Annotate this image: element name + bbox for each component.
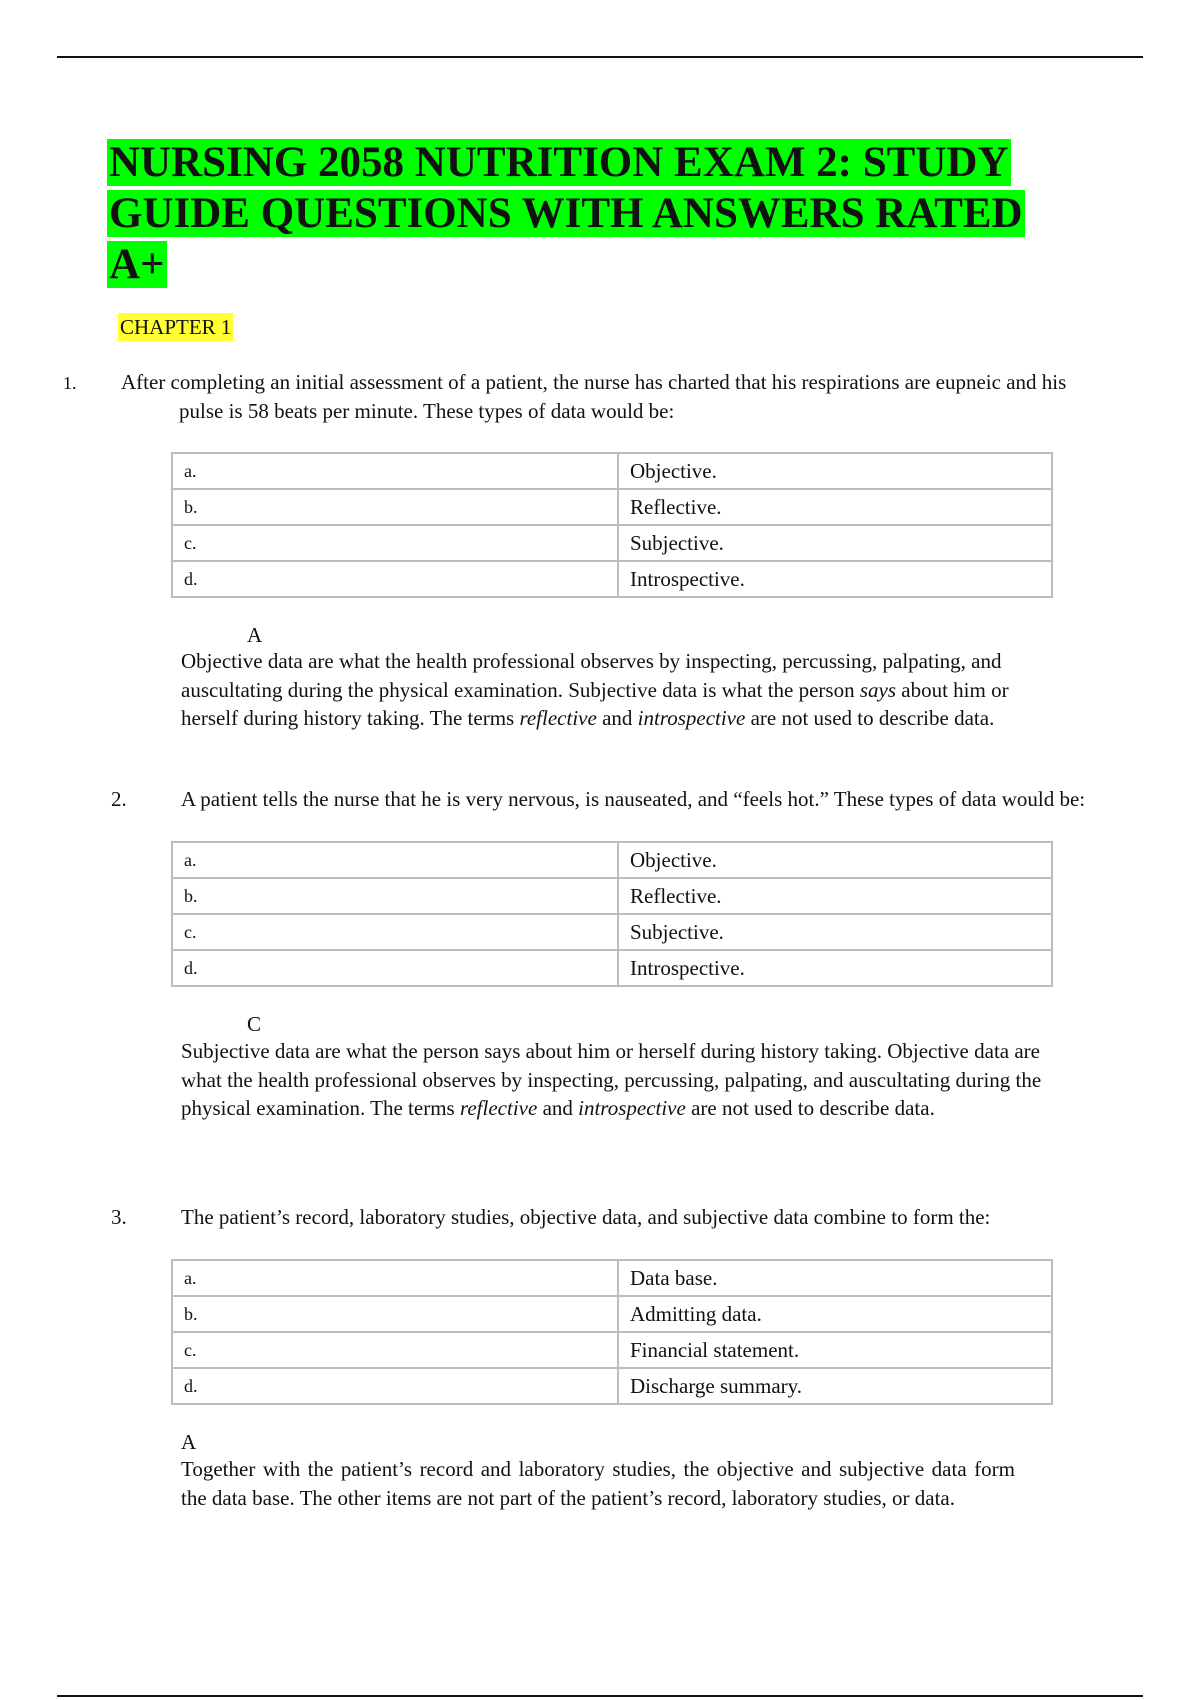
option-row[interactable]: c. Financial statement. <box>172 1332 1052 1368</box>
top-rule <box>57 56 1143 58</box>
options-table <box>171 841 1053 987</box>
options-table <box>171 1259 1053 1405</box>
document-title: NURSING 2058 NUTRITION EXAM 2: STUDY GUIDE QUESTIONS WITH ANSWERS RATED A+ <box>109 139 1023 288</box>
answer-key: A <box>181 1430 197 1454</box>
option-row[interactable]: b. Admitting data. <box>172 1296 1052 1332</box>
option-row[interactable]: d. Introspective. <box>172 950 1052 986</box>
option-row[interactable]: a. Objective. <box>172 453 1052 489</box>
question-text: 3. The patient’s record, laboratory studies, objective data, and subjective data combine to form the: <box>111 1205 991 1229</box>
option-row[interactable]: a. Data base. <box>172 1260 1052 1296</box>
question-text: 1. After completing an initial assessment of a patient, the nurse has charted that his respirations are eupneic and his pulse is 58 beats per minute. These types of data would be: <box>63 370 1067 423</box>
question-text: 2. A patient tells the nurse that he is very nervous, is nauseated, and “feels hot.” These types of data would be: <box>111 787 1086 811</box>
chapter-heading: CHAPTER 1 <box>120 315 232 339</box>
option-row[interactable]: c. Subjective. <box>172 525 1052 561</box>
option-row[interactable]: d. Discharge summary. <box>172 1368 1052 1404</box>
option-row[interactable]: b. Reflective. <box>172 878 1052 914</box>
rationale: Together with the patient’s record and laboratory studies, the objective and subjective data form the data base. The other items are not part of the patient’s record, laboratory studies, or data. <box>181 1457 1015 1510</box>
options-table <box>171 452 1053 598</box>
answer-key: A <box>247 623 263 647</box>
option-row[interactable]: c. Subjective. <box>172 914 1052 950</box>
option-row[interactable]: d. Introspective. <box>172 561 1052 597</box>
answer-key: C <box>247 1012 262 1036</box>
option-row[interactable]: b. Reflective. <box>172 489 1052 525</box>
bottom-rule <box>57 1695 1143 1697</box>
option-row[interactable]: a. Objective. <box>172 842 1052 878</box>
rationale: Subjective data are what the person says about him or herself during history taking. Objective data are what the health professional observes by inspecting, percussing, palpating, and auscultating during the physical examination. The terms reflective and introspective are not used to describe data. <box>181 1039 1042 1120</box>
rationale: Objective data are what the health professional observes by inspecting, percussing, palpating, and auscultating during the physical examination. Subjective data is what the person says about him or herself during history taking. The terms reflective and introspective are not used to describe data. <box>181 649 1009 730</box>
